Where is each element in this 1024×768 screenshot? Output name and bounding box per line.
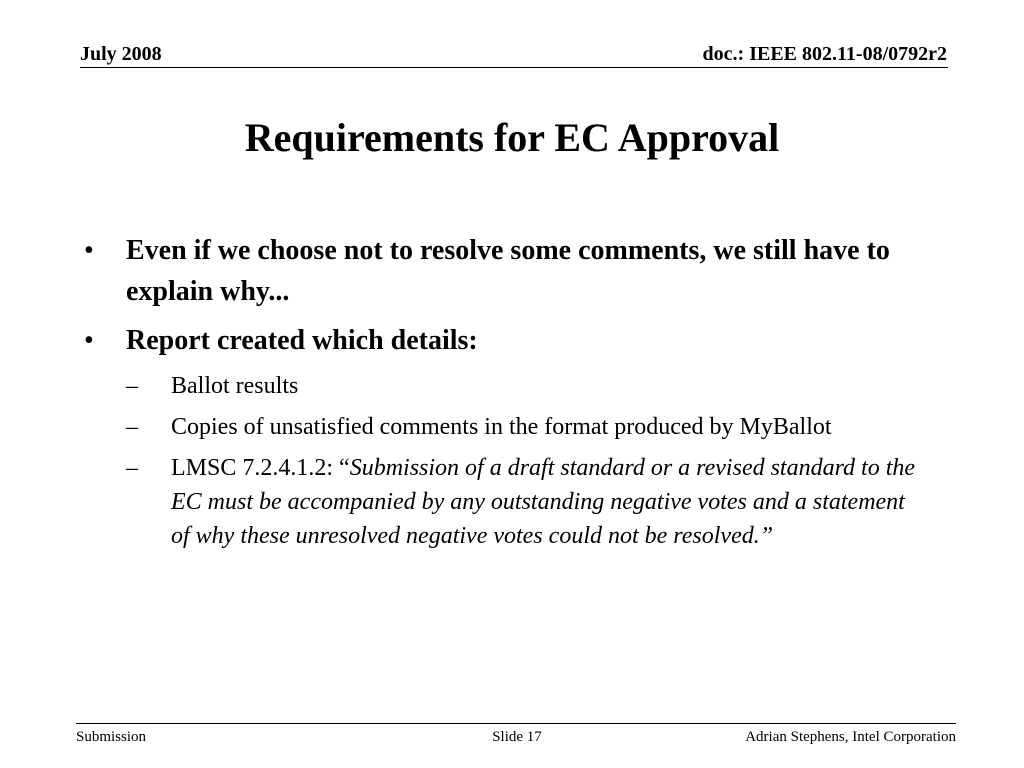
header-divider	[80, 67, 948, 68]
sub-bullet-marker: –	[126, 373, 138, 399]
bullet-marker: •	[84, 325, 94, 356]
sub-bullet-item	[126, 369, 924, 403]
bullet-text: Report created which details:	[126, 325, 478, 356]
header-doc-id: doc.: IEEE 802.11-08/0792r2	[702, 43, 947, 65]
header-date: July 2008	[80, 43, 162, 65]
bullet-item	[84, 320, 924, 361]
quote-prefix: LMSC 7.2.4.1.2: “	[171, 455, 350, 481]
slide-title: Requirements for EC Approval	[244, 115, 780, 160]
slide-number: Slide 17	[492, 729, 542, 745]
bullet-text: Even if we choose not to resolve some comments, we still have to explain why...	[126, 235, 890, 307]
sub-bullet-marker: –	[126, 455, 138, 481]
sub-bullet-text: Copies of unsatisfied comments in the format produced by MyBallot	[171, 414, 832, 440]
quoted-text: Submission of a draft standard or a revised standard to the EC must be accompanied by any outstanding negative votes and a statement of why these unresolved negative votes could not be resolved.”	[171, 455, 916, 549]
bullet-marker: •	[84, 235, 94, 266]
sub-bullet-item	[126, 410, 924, 444]
sub-bullet-text: Ballot results	[171, 373, 299, 399]
slide-body	[84, 230, 924, 560]
bullet-item	[84, 230, 924, 312]
footer-author: Adrian Stephens, Intel Corporation	[745, 729, 956, 745]
footer-submission: Submission	[76, 729, 147, 745]
sub-bullet-marker: –	[126, 414, 138, 440]
footer-divider	[76, 723, 956, 724]
sub-bullet-item	[126, 451, 924, 553]
